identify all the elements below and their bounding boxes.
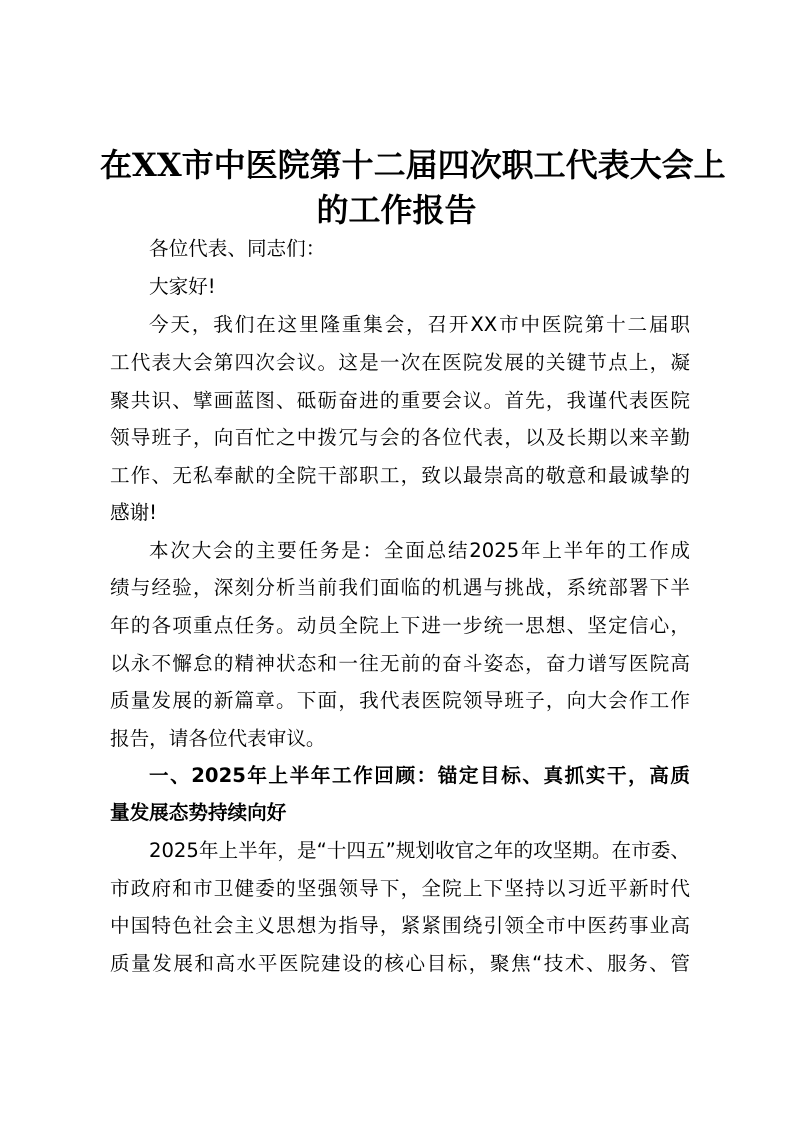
paragraph-1-line-3: 聚共识、擘画蓝图、砥砺奋进的重要会议。首先，我谨代表医院 (110, 389, 690, 412)
paragraph-2-line-3: 年的各项重点任务。动员全院上下进一步统一思想、坚定信心， (110, 614, 690, 637)
document-title-line-1: 在XX市中医院第十二届四次职工代表大会上 (100, 146, 726, 184)
paragraph-3-line-3: 中国特色社会主义思想为指导，紧紧围绕引领全市中医药事业高 (110, 914, 690, 937)
paragraph-1-line-6: 感谢! (110, 501, 158, 524)
paragraph-3-line-4: 质量发展和高水平医院建设的核心目标，聚焦“技术、服务、管 (110, 952, 690, 975)
paragraph-1-line-5: 工作、无私奉献的全院干部职工，致以最崇高的敬意和最诚挚的 (110, 464, 690, 487)
paragraph-2-line-5: 质量发展的新篇章。下面，我代表医院领导班子，向大会作工作 (110, 689, 690, 712)
salutation: 各位代表、同志们： (149, 237, 326, 260)
paragraph-2-line-1: 本次大会的主要任务是：全面总结2025年上半年的工作成 (149, 539, 690, 562)
section-heading-line-2: 量发展态势持续向好 (110, 801, 287, 824)
greeting: 大家好! (149, 275, 216, 298)
paragraph-3-line-1: 2025年上半年，是“十四五”规划收官之年的攻坚期。在市委、 (149, 839, 690, 862)
paragraph-2-line-2: 绩与经验，深刻分析当前我们面临的机遇与挑战，系统部署下半 (110, 576, 690, 599)
paragraph-1-line-1: 今天，我们在这里隆重集会，召开XX市中医院第十二届职 (149, 313, 690, 336)
paragraph-1-line-4: 领导班子，向百忙之中拨冗与会的各位代表，以及长期以来辛勤 (110, 426, 690, 449)
section-heading-line-1: 一、2025年上半年工作回顾：锚定目标、真抓实干，高质 (149, 764, 690, 787)
paragraph-2-line-6: 报告，请各位代表审议。 (110, 727, 326, 750)
document-title-line-2: 的工作报告 (316, 191, 477, 229)
paragraph-1-line-2: 工代表大会第四次会议。这是一次在医院发展的关键节点上，凝 (110, 351, 690, 374)
paragraph-2-line-4: 以永不懈怠的精神状态和一往无前的奋斗姿态，奋力谱写医院高 (110, 652, 690, 675)
paragraph-3-line-2: 市政府和市卫健委的坚强领导下，全院上下坚持以习近平新时代 (110, 877, 690, 900)
